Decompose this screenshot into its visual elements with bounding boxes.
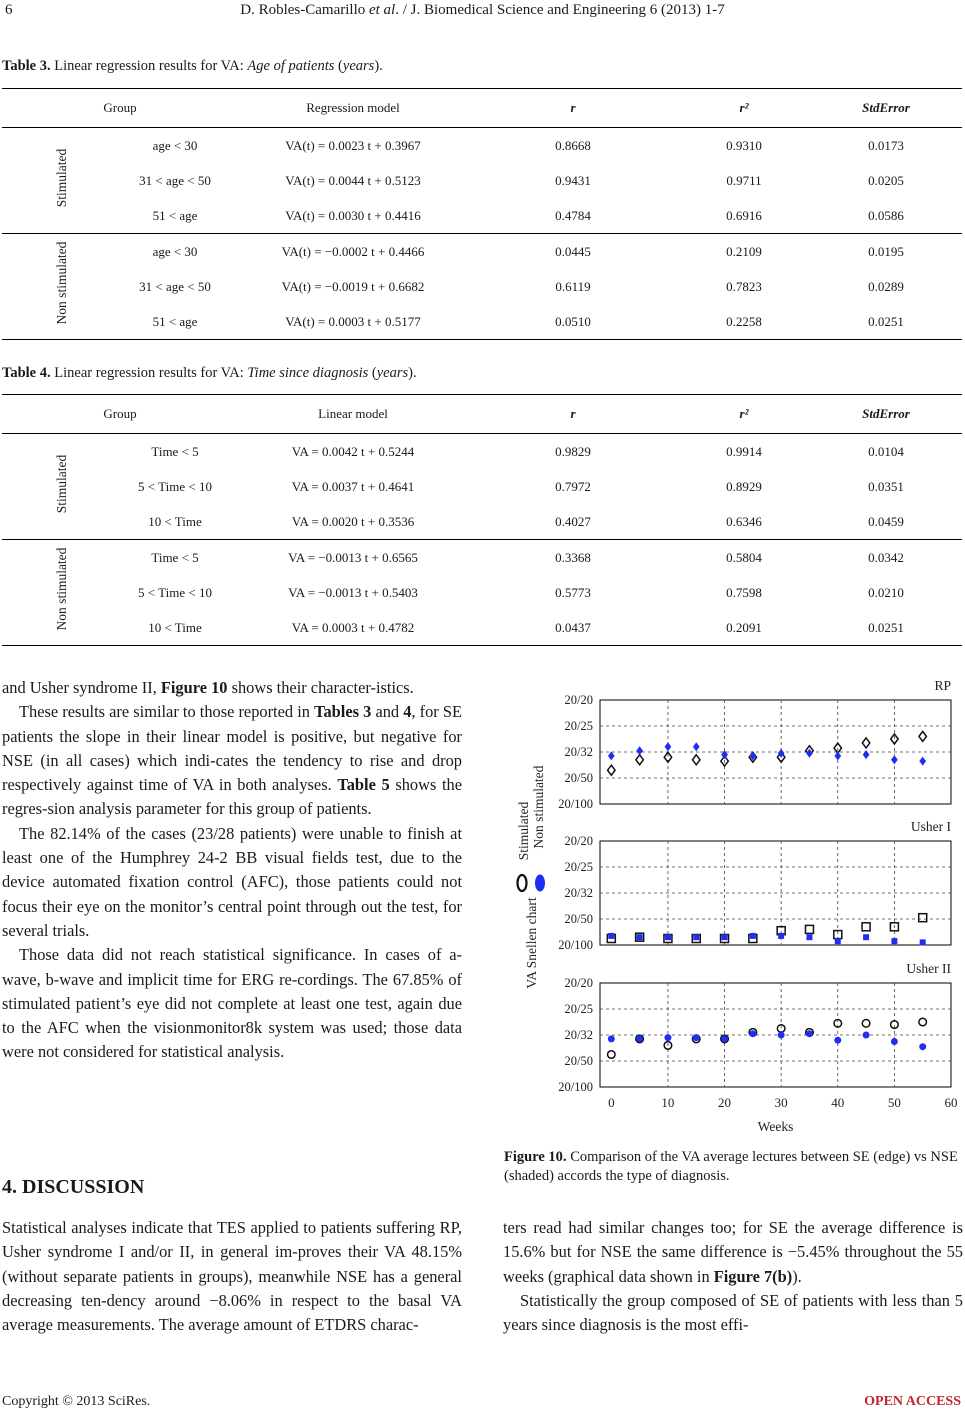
table-cell: 0.6119 xyxy=(555,278,591,294)
table-cell: 51 < age xyxy=(2,304,238,340)
table-cell: VA(t) = 0.0030 t + 0.4416 xyxy=(238,198,468,234)
paragraph: The 82.14% of the cases (23/28 patients) were unable to finish at least one of the Humphrey 24-2 BB visual fields test, due to the device automated fixation control (AFC), those patients could not focus their eye on the monitor’s central point through out the test, for several trials. xyxy=(2,823,462,940)
data-point xyxy=(891,1038,898,1045)
table-row xyxy=(2,575,962,610)
table3-caption: Table 3. Linear regression results for VA: Age of patients (years). xyxy=(2,58,383,74)
table-cell: 0.0251 xyxy=(810,610,962,646)
table-cell: Time < 5 xyxy=(151,443,199,459)
x-tick-label: 60 xyxy=(944,1095,958,1110)
x-axis-label: Weeks xyxy=(757,1119,794,1134)
panel-title: Usher I xyxy=(910,819,951,834)
table-row xyxy=(2,540,962,576)
copyright: Copyright © 2013 SciRes. xyxy=(2,1394,151,1409)
y-tick-label: 20/20 xyxy=(564,834,593,848)
y-axis-label: VA Snellen chart xyxy=(524,897,539,989)
data-point xyxy=(608,765,616,775)
table-header: r xyxy=(468,89,678,128)
data-point xyxy=(835,938,841,944)
table-row xyxy=(2,128,962,164)
table-cell: age < 30 xyxy=(152,137,198,153)
table-row xyxy=(2,234,962,270)
table-cell: 5 < Time < 10 xyxy=(138,584,212,600)
table-cell: VA = 0.0037 t + 0.4641 xyxy=(291,478,415,494)
group-label: Stimulated xyxy=(54,148,69,208)
data-point xyxy=(665,742,672,751)
table-cell: VA(t) = −0.0002 t + 0.4466 xyxy=(281,243,425,259)
data-point xyxy=(721,1035,728,1042)
table-cell: 0.0586 xyxy=(810,198,962,234)
table4-caption: Table 4. Linear regression results for VA: Time since diagnosis (years). xyxy=(2,365,417,381)
table-header: r² xyxy=(678,89,810,128)
table-cell: 0.9711 xyxy=(726,172,762,188)
table-cell: 0.0459 xyxy=(810,504,962,540)
table-cell: 31 < age < 50 xyxy=(139,172,211,188)
left-column-bottom xyxy=(2,1216,462,1337)
table-cell: 0.0210 xyxy=(868,584,904,600)
table-cell: 0.6346 xyxy=(678,504,810,540)
table-cell: 0.0445 xyxy=(555,243,591,259)
table-row xyxy=(2,610,962,646)
paragraph: Those data did not reach statistical significance. In cases of a-wave, b-wave and implicit time for ERG re-cordings. The 67.85% of stimulated patient’s eye did not complete at least one test, again due to the AFC when the visionmonitor8k system was used; those data were not considered for statistical analysis. xyxy=(2,945,462,1062)
y-tick-label: 20/25 xyxy=(564,719,593,733)
data-point xyxy=(693,742,700,751)
legend-marker-stimulated xyxy=(518,875,527,891)
table-header: StdError xyxy=(810,89,962,128)
table-cell: 0.0510 xyxy=(468,304,678,340)
table-row xyxy=(2,469,962,504)
data-point xyxy=(834,751,841,760)
paragraph: and Usher syndrome II, Figure 10 shows their character-istics. xyxy=(2,678,414,697)
data-point xyxy=(920,939,926,945)
table-cell: 0.5773 xyxy=(555,584,591,600)
data-point xyxy=(637,934,643,940)
table-cell: VA = 0.0020 t + 0.3536 xyxy=(238,504,468,540)
paragraph: These results are similar to those reported in Tables 3 and 4, for SE patients the slope in their linear model is positive, but negative for NSE (in all cases) which indi-cates the tendency to rise and drop respectively against time of VA in both analyses. Table 5 shows the regres-sion analysis parameter for this group of patients. xyxy=(2,702,462,819)
data-point xyxy=(664,1034,671,1041)
y-tick-label: 20/32 xyxy=(564,745,593,759)
table-cell: 0.0195 xyxy=(868,243,904,259)
table-cell: 0.2109 xyxy=(726,243,762,259)
y-tick-label: 20/50 xyxy=(564,912,593,926)
table-row xyxy=(2,434,962,470)
data-point xyxy=(919,1018,927,1026)
data-point xyxy=(636,1035,643,1042)
y-tick-label: 20/100 xyxy=(558,1080,593,1094)
table4 xyxy=(2,394,962,646)
table-header: Regression model xyxy=(238,89,468,128)
data-point xyxy=(919,757,926,766)
table-cell: VA = 0.0042 t + 0.5244 xyxy=(291,443,415,459)
table-row xyxy=(2,304,962,340)
panel-title: Usher II xyxy=(906,961,951,976)
paragraph: ters read had similar changes too; for SE the average difference is 15.6% but for NSE the same difference is −5.45% throughout the 55 weeks (graphical data shown in Figure 7(b)). xyxy=(503,1218,963,1286)
x-tick-label: 30 xyxy=(774,1095,788,1110)
table-cell: 0.0351 xyxy=(868,478,904,494)
table-row xyxy=(2,198,962,234)
data-point xyxy=(608,1051,616,1059)
figure-caption: Figure 10. Comparison of the VA average lectures between SE (edge) vs NSE (shaded) accords the type of diagnosis. xyxy=(504,1149,958,1184)
data-point xyxy=(834,1037,841,1044)
table-cell: 0.0437 xyxy=(468,610,678,646)
table-cell: 0.0104 xyxy=(868,443,904,459)
data-point xyxy=(608,1035,615,1042)
table-row xyxy=(2,504,962,540)
table-header: r² xyxy=(678,395,810,434)
table-cell: 0.5804 xyxy=(726,549,762,565)
data-point xyxy=(919,1043,926,1050)
data-point xyxy=(863,934,869,940)
data-point xyxy=(778,933,784,939)
table-header: Group xyxy=(2,89,238,128)
table3 xyxy=(2,88,962,340)
panel-title: RP xyxy=(934,678,951,693)
data-point xyxy=(891,938,897,944)
table-cell: VA = −0.0013 t + 0.5403 xyxy=(288,584,418,600)
y-tick-label: 20/32 xyxy=(564,1028,593,1042)
page-number: 6 xyxy=(5,2,13,18)
data-point xyxy=(693,934,699,940)
group-label: Stimulated xyxy=(54,454,69,514)
table-row xyxy=(2,269,962,304)
legend-label-stimulated: Stimulated xyxy=(516,801,531,861)
data-point xyxy=(692,755,700,765)
table-header: StdError xyxy=(810,395,962,434)
table-cell: 10 < Time xyxy=(2,504,238,540)
table-cell: VA(t) = 0.0044 t + 0.5123 xyxy=(285,172,421,188)
y-tick-label: 20/32 xyxy=(564,886,593,900)
data-point xyxy=(919,731,927,741)
data-point xyxy=(862,1020,870,1028)
data-point xyxy=(806,1030,813,1037)
y-tick-label: 20/20 xyxy=(564,976,593,990)
open-access-badge: OPEN ACCESS xyxy=(864,1394,961,1409)
paragraph: Statistical analyses indicate that TES applied to patients suffering RP, Usher syndrome I and/or II, in general im-proves their VA 48.15% (without separate patients in groups), meanwhile NSE has a general decreasing ten-dency around −8.06% in respect to the basal VA average measurements. The average amount of ETDRS charac- xyxy=(2,1218,462,1335)
data-point xyxy=(608,751,615,760)
data-point xyxy=(665,934,671,940)
data-point xyxy=(693,1034,700,1041)
table-cell: 0.9431 xyxy=(555,172,591,188)
data-point xyxy=(862,923,870,931)
table-header: r xyxy=(468,395,678,434)
section-heading: 4. DISCUSSION xyxy=(2,1176,145,1198)
x-tick-label: 0 xyxy=(608,1095,615,1110)
data-point xyxy=(721,750,728,759)
figure-10-chart xyxy=(500,668,965,1138)
table-cell: 0.8929 xyxy=(726,478,762,494)
paragraph: Statistically the group composed of SE of patients with less than 5 years since diagnosis is the most effi- xyxy=(503,1290,963,1335)
data-point xyxy=(750,933,756,939)
table-cell: 0.9914 xyxy=(726,443,762,459)
table-cell: 51 < age xyxy=(2,198,238,234)
data-point xyxy=(749,1030,756,1037)
table-cell: VA(t) = 0.0023 t + 0.3967 xyxy=(285,137,421,153)
y-tick-label: 20/100 xyxy=(558,938,593,952)
data-point xyxy=(806,934,812,940)
group-label: Non stimulated xyxy=(54,547,69,631)
table-cell: Time < 5 xyxy=(151,549,199,565)
data-point xyxy=(862,738,870,748)
table-cell: VA = −0.0013 t + 0.6565 xyxy=(288,549,418,565)
table-cell: 0.0251 xyxy=(810,304,962,340)
legend-label-non-stimulated: Non stimulated xyxy=(531,765,546,849)
data-point xyxy=(863,750,870,759)
table-cell: 0.7823 xyxy=(726,278,762,294)
y-tick-label: 20/50 xyxy=(564,1054,593,1068)
table-cell: 0.2091 xyxy=(678,610,810,646)
table-cell: 0.4027 xyxy=(468,504,678,540)
left-column-top xyxy=(2,676,462,1065)
table-header: Group xyxy=(2,395,238,434)
x-tick-label: 20 xyxy=(718,1095,732,1110)
table-cell: 0.0205 xyxy=(868,172,904,188)
table-cell: VA(t) = 0.0003 t + 0.5177 xyxy=(238,304,468,340)
running-head: D. Robles-Camarillo et al. / J. Biomedical Science and Engineering 6 (2013) 1-7 xyxy=(240,2,725,18)
data-point xyxy=(722,934,728,940)
right-column-bottom xyxy=(503,1216,963,1337)
table-cell: 0.8668 xyxy=(555,137,591,153)
table-row xyxy=(2,163,962,198)
table-cell: 0.6916 xyxy=(678,198,810,234)
x-tick-label: 10 xyxy=(661,1095,675,1110)
table-cell: 0.3368 xyxy=(555,549,591,565)
table-cell: 0.9310 xyxy=(726,137,762,153)
y-tick-label: 20/20 xyxy=(564,693,593,707)
table-cell: 0.2258 xyxy=(678,304,810,340)
data-point xyxy=(805,925,813,933)
x-tick-label: 50 xyxy=(887,1095,901,1110)
table-cell: 0.0289 xyxy=(868,278,904,294)
data-point xyxy=(636,755,644,765)
table-cell: 0.0342 xyxy=(868,549,904,565)
data-point xyxy=(806,749,813,758)
data-point xyxy=(863,1032,870,1039)
table-cell: 10 < Time xyxy=(2,610,238,646)
table-cell: age < 30 xyxy=(152,243,198,259)
data-point xyxy=(608,933,614,939)
legend-marker-non-stimulated xyxy=(536,875,545,891)
y-tick-label: 20/25 xyxy=(564,860,593,874)
y-tick-label: 20/50 xyxy=(564,771,593,785)
table-header: Linear model xyxy=(238,395,468,434)
y-tick-label: 20/100 xyxy=(558,797,593,811)
table-cell: 0.4784 xyxy=(468,198,678,234)
y-tick-label: 20/25 xyxy=(564,1002,593,1016)
table-cell: 31 < age < 50 xyxy=(139,278,211,294)
data-point xyxy=(891,755,898,764)
table-cell: 0.9829 xyxy=(555,443,591,459)
x-tick-label: 40 xyxy=(831,1095,845,1110)
data-point xyxy=(919,914,927,922)
data-point xyxy=(778,1032,785,1039)
table-cell: VA(t) = −0.0019 t + 0.6682 xyxy=(281,278,425,294)
group-label: Non stimulated xyxy=(54,241,69,325)
table-cell: 0.0173 xyxy=(868,137,904,153)
table-cell: 5 < Time < 10 xyxy=(138,478,212,494)
table-cell: VA = 0.0003 t + 0.4782 xyxy=(238,610,468,646)
table-cell: 0.7598 xyxy=(726,584,762,600)
data-point xyxy=(636,746,643,755)
table-cell: 0.7972 xyxy=(555,478,591,494)
